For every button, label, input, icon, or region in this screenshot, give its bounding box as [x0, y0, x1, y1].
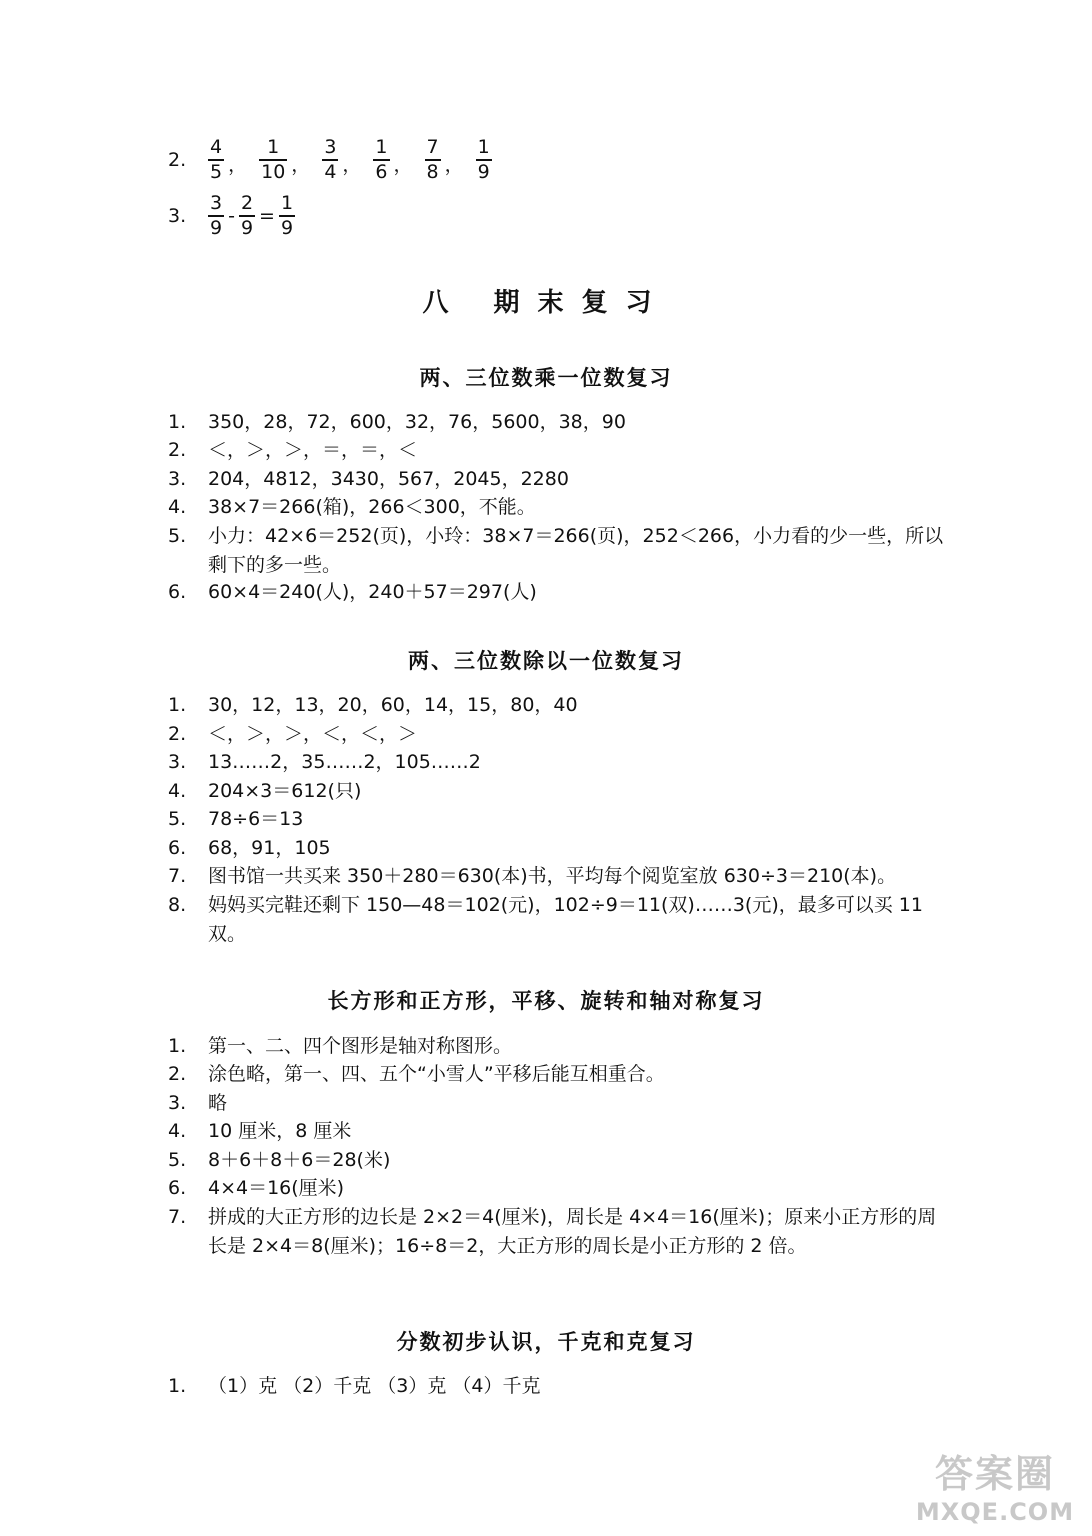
- item-number: 3.: [168, 468, 187, 490]
- section-title: 长方形和正方形，平移、旋转和轴对称复习: [327, 989, 765, 1013]
- list-item: [168, 1372, 948, 1401]
- item-number: 2.: [168, 148, 187, 171]
- item-text: 妈妈买完鞋还剩下 150—48＝102(元)，102÷9＝11(双)……3(元)，最多可以买 11 双。: [208, 894, 930, 945]
- fraction: $\frac{2}{9}$: [240, 192, 254, 239]
- fraction: $\frac{1}{9}$: [280, 192, 294, 239]
- item-text: 拼成的大正方形的边长是 2×2＝4(厘米)，周长是 4×4＝16(厘米)；原来小正方形的周长是 2×4＝8(厘米)；16÷8＝2，大正方形的周长是小正方形的 2 倍。: [208, 1206, 937, 1257]
- item-number: 8.: [168, 894, 187, 916]
- item-text: 38×7＝266(箱)，266＜300，不能。: [208, 496, 536, 518]
- item-number: 1.: [168, 1375, 187, 1397]
- item-text: 68，91，105: [208, 837, 331, 859]
- fraction-answer-2: 2. $\frac{4}{5}$ ， $\frac{1}{10}$ ， $\frac{3}{4}$ ， $\frac{1}{6}$ ， $\frac{7}{8}$ ， $\frac{1}{9}$: [168, 136, 490, 183]
- item-number: 5.: [168, 525, 187, 547]
- fraction: $\frac{3}{4}$: [324, 136, 337, 183]
- item-number: 2.: [168, 1063, 187, 1085]
- fraction: $\frac{3}{9}$: [210, 192, 223, 239]
- item-number: 3.: [168, 204, 187, 227]
- item-number: 2.: [168, 723, 187, 745]
- list-item: [168, 1060, 948, 1089]
- item-text: ＜，＞，＞，＝，＝，＜: [208, 439, 418, 461]
- item-text: 13……2，35……2，105……2: [208, 751, 481, 773]
- list-item: [168, 436, 948, 465]
- list-item: [168, 465, 948, 494]
- list-item: [168, 862, 948, 891]
- list-item: [168, 493, 948, 522]
- item-text: 30，12，13，20，60，14，15，80，40: [208, 694, 578, 716]
- item-number: 7.: [168, 865, 187, 887]
- item-number: 3.: [168, 751, 187, 773]
- list-item: [168, 1117, 948, 1146]
- item-number: 1.: [168, 694, 187, 716]
- item-text: 图书馆一共买来 350＋280＝630(本)书，平均每个阅览室放 630÷3＝210(本)。: [208, 865, 897, 887]
- item-number: 4.: [168, 780, 187, 802]
- item-number: 5.: [168, 808, 187, 830]
- item-text: 204，4812，3430，567，2045，2280: [208, 468, 569, 490]
- fraction: $\frac{1}{9}$: [477, 136, 490, 183]
- fraction: $\frac{1}{6}$: [375, 136, 388, 183]
- item-number: 7.: [168, 1206, 187, 1228]
- chapter-title: 八 期末复习: [422, 288, 670, 318]
- list-item: [168, 1146, 948, 1175]
- item-text: ＜，＞，＞，＜，＜，＞: [208, 723, 418, 745]
- item-text: 8＋6＋8＋6＝28(米): [208, 1149, 391, 1171]
- list-item: [168, 1089, 948, 1118]
- item-number: 6.: [168, 1177, 187, 1199]
- list-item: [168, 408, 948, 437]
- item-text: 4×4＝16(厘米): [208, 1177, 345, 1199]
- item-text: （1）克 （2）千克 （3）克 （4）千克: [208, 1375, 541, 1397]
- item-text: 涂色略，第一、四、五个“小雪人”平移后能互相重合。: [208, 1063, 665, 1085]
- item-number: 6.: [168, 837, 187, 859]
- list-item: [168, 578, 948, 607]
- item-number: 2.: [168, 439, 187, 461]
- list-item: [168, 891, 948, 948]
- list-item: [168, 777, 948, 806]
- item-number: 6.: [168, 581, 187, 603]
- item-text: 小力：42×6＝252(页)，小玲：38×7＝266(页)，252＜266，小力看的少一些，所以剩下的多一些。: [208, 525, 944, 576]
- item-text: 10 厘米，8 厘米: [208, 1120, 352, 1142]
- item-text: 78÷6＝13: [208, 808, 304, 830]
- item-number: 1.: [168, 411, 187, 433]
- list-item: [168, 522, 948, 579]
- list-item: [168, 748, 948, 777]
- list-item: [168, 805, 948, 834]
- item-number: 4.: [168, 496, 187, 518]
- watermark-logo: [910, 1443, 1080, 1526]
- section-title: 两、三位数除以一位数复习: [408, 649, 684, 673]
- fraction-answer-3: [168, 194, 297, 238]
- fraction: $\frac{4}{5}$: [210, 136, 223, 183]
- item-text: 204×3＝612(只): [208, 780, 362, 802]
- equals-sign: =: [259, 204, 275, 227]
- item-text: 第一、二、四个图形是轴对称图形。: [208, 1035, 513, 1057]
- item-text: 350，28，72，600，32，76，5600，38，90: [208, 411, 626, 433]
- list-item: [168, 1032, 948, 1061]
- watermark-cn: 答案圈: [934, 1452, 1055, 1496]
- item-number: 3.: [168, 1092, 187, 1114]
- watermark-en: MXQE.COM: [915, 1498, 1075, 1526]
- section-title: 分数初步认识，千克和克复习: [396, 1330, 696, 1354]
- list-item: [168, 720, 948, 749]
- fraction: $\frac{7}{8}$: [426, 136, 439, 183]
- item-number: 5.: [168, 1149, 187, 1171]
- list-item: [168, 1203, 948, 1260]
- item-text: 略: [208, 1092, 228, 1114]
- list-item: [168, 691, 948, 720]
- section-title: 两、三位数乘一位数复习: [419, 366, 673, 390]
- item-number: 4.: [168, 1120, 187, 1142]
- fraction: $\frac{1}{10}$: [261, 136, 286, 183]
- item-number: 1.: [168, 1035, 187, 1057]
- minus-sign: -: [228, 204, 235, 227]
- list-item: [168, 834, 948, 863]
- item-text: 60×4＝240(人)，240＋57＝297(人): [208, 581, 537, 603]
- list-item: [168, 1174, 948, 1203]
